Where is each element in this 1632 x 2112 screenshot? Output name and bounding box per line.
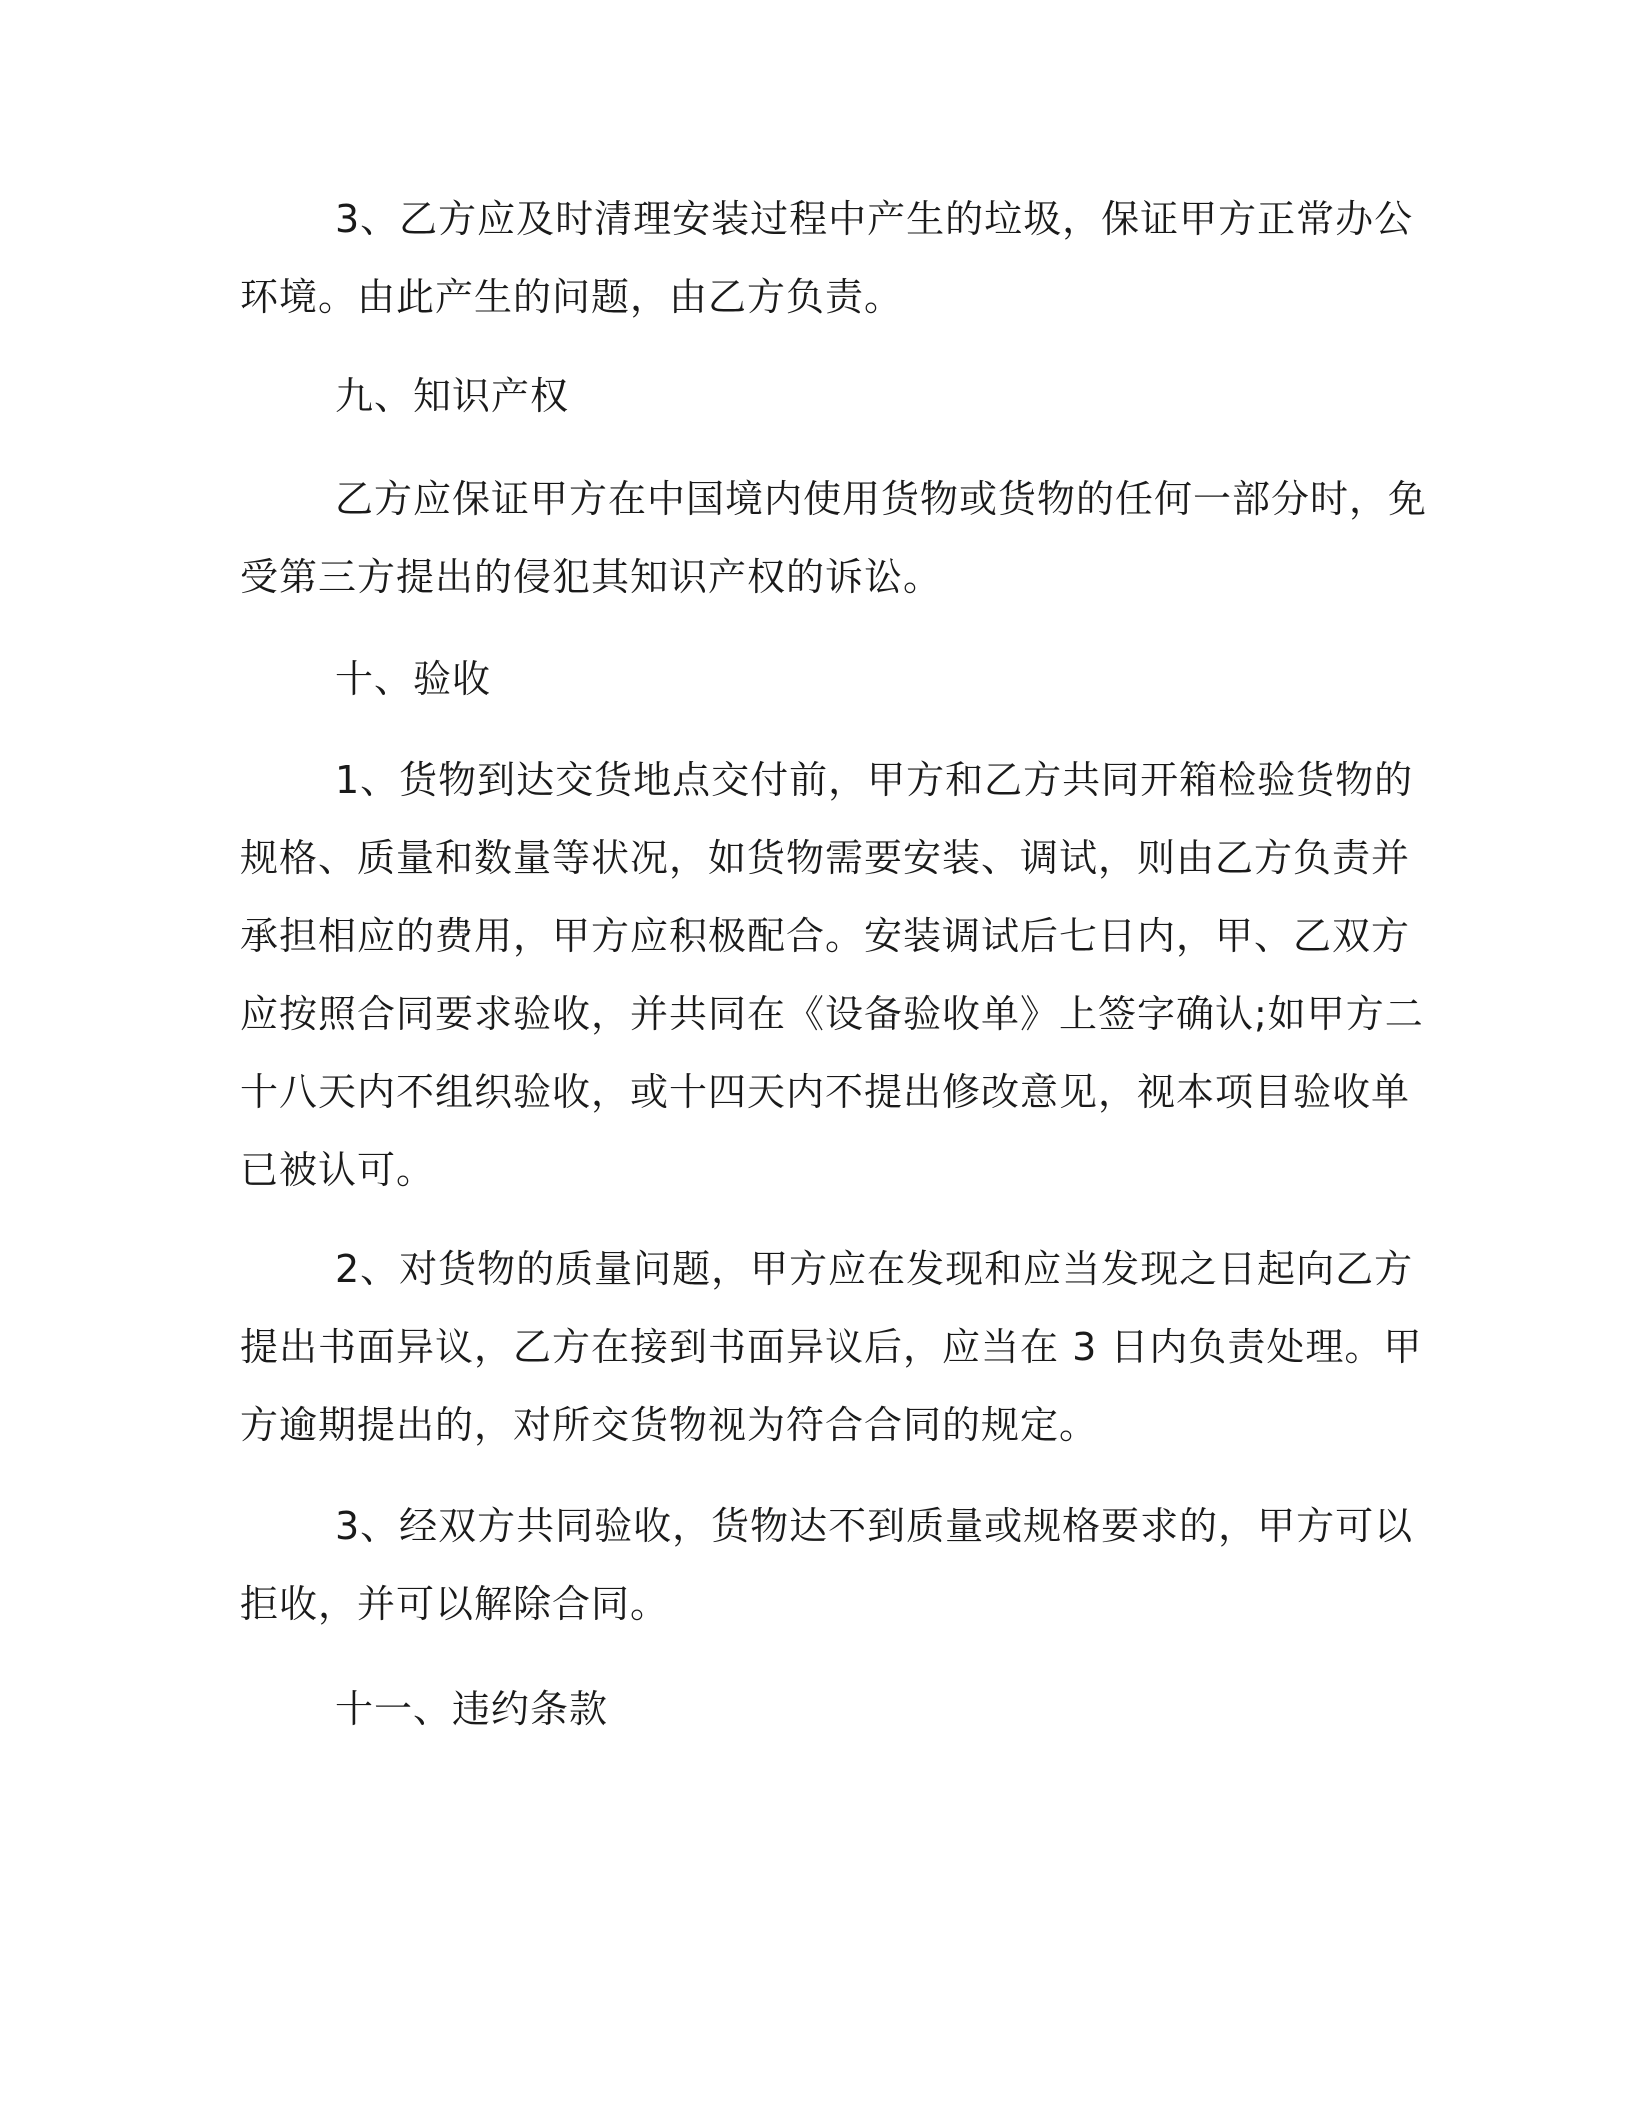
paragraph-ip-clause: [240, 460, 1428, 616]
heading-line: 九、知识产权: [335, 374, 570, 418]
section-heading-breach: [240, 1670, 1380, 1748]
paragraph-acceptance-3: [240, 1487, 1414, 1643]
paragraph-line: 受第三方提出的侵犯其知识产权的诉讼。: [240, 555, 943, 599]
paragraph-line: 已被认可。: [240, 1148, 436, 1192]
paragraph-line: 1、货物到达交货地点交付前，甲方和乙方共同开箱检验货物的: [335, 758, 1414, 802]
paragraph-line: 提出书面异议，乙方在接到书面异议后，应当在 3 日内负责处理。甲: [240, 1325, 1423, 1369]
heading-line: 十一、违约条款: [335, 1687, 609, 1731]
heading-line: 十、验收: [335, 657, 492, 701]
paragraph-line: 规格、质量和数量等状况，如货物需要安装、调试，则由乙方负责并: [240, 836, 1411, 880]
paragraph-line: 乙方应保证甲方在中国境内使用货物或货物的任何一部分时，免: [335, 477, 1428, 521]
paragraph-line: 3、乙方应及时清理安装过程中产生的垃圾，保证甲方正常办公: [335, 197, 1414, 241]
section-heading-ip: [240, 357, 1380, 435]
paragraph-line: 应按照合同要求验收，并共同在《设备验收单》上签字确认;如甲方二: [240, 992, 1424, 1036]
paragraph-line: 承担相应的费用，甲方应积极配合。安装调试后七日内，甲、乙双方: [240, 914, 1411, 958]
section-heading-acceptance: [240, 640, 1380, 718]
paragraph-line: 拒收，并可以解除合同。: [240, 1582, 670, 1626]
paragraph-line: 3、经双方共同验收，货物达不到质量或规格要求的，甲方可以: [335, 1504, 1414, 1548]
paragraph-line: 方逾期提出的，对所交货物视为符合合同的规定。: [240, 1403, 1099, 1447]
paragraph-acceptance-2: [240, 1230, 1423, 1464]
paragraph-cleanup-clause: [240, 180, 1414, 336]
paragraph-line: 十八天内不组织验收，或十四天内不提出修改意见，视本项目验收单: [240, 1070, 1411, 1114]
paragraph-line: 2、对货物的质量问题，甲方应在发现和应当发现之日起向乙方: [335, 1247, 1414, 1291]
paragraph-line: 环境。由此产生的问题，由乙方负责。: [240, 275, 904, 319]
paragraph-acceptance-1: [240, 741, 1424, 1209]
